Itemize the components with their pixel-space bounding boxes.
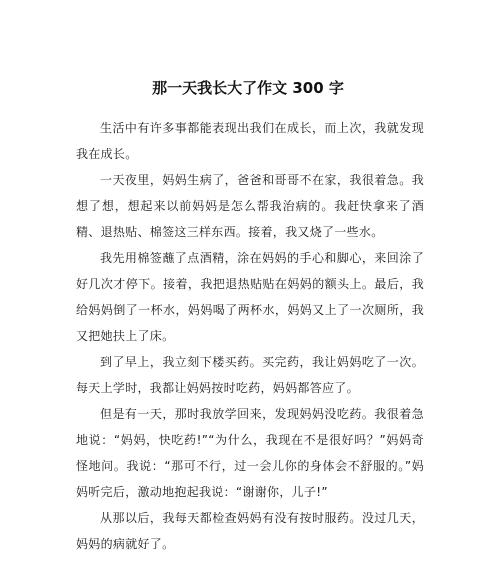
document-title: 那一天我长大了作文 300 字 <box>152 79 344 97</box>
paragraph-5: 但是有一天，那时我放学回来，发现妈妈没吃药。我很着急地说：“妈妈，快吃药!”“为什么，我现在不是很好吗？”妈妈奇怪地问。我说：“那可不行，过一会儿你的身体会不舒服的。”妈妈听完后，激动地抱起我说：“谢谢你，儿子!” <box>76 407 424 499</box>
paragraph-2: 一天夜里，妈妈生病了，爸爸和哥哥不在家，我很着急。我想了想，想起来以前妈妈是怎么帮我治病的。我赶快拿来了酒精、退热贴、棉签这三样东西。接着，我又烧了一些水。 <box>76 173 424 239</box>
paragraph-4: 到了早上，我立刻下楼买药。买完药，我让妈妈吃了一次。每天上学时，我都让妈妈按时吃药，妈妈都答应了。 <box>76 355 424 395</box>
paragraph-3: 我先用棉签蘸了点酒精，涂在妈妈的手心和脚心，来回涂了好几次才停下。接着，我把退热贴贴在妈妈的额头上。最后，我给妈妈倒了一杯水，妈妈喝了两杯水，妈妈又上了一次厕所，我又把她扶上了床。 <box>76 251 424 343</box>
paragraph-1: 生活中有许多事都能表现出我们在成长，而上次，我就发现我在成长。 <box>76 121 424 161</box>
document-body <box>76 115 424 557</box>
paragraph-6: 从那以后，我每天都检查妈妈有没有按时服药。没过几天，妈妈的病就好了。 <box>76 511 424 551</box>
